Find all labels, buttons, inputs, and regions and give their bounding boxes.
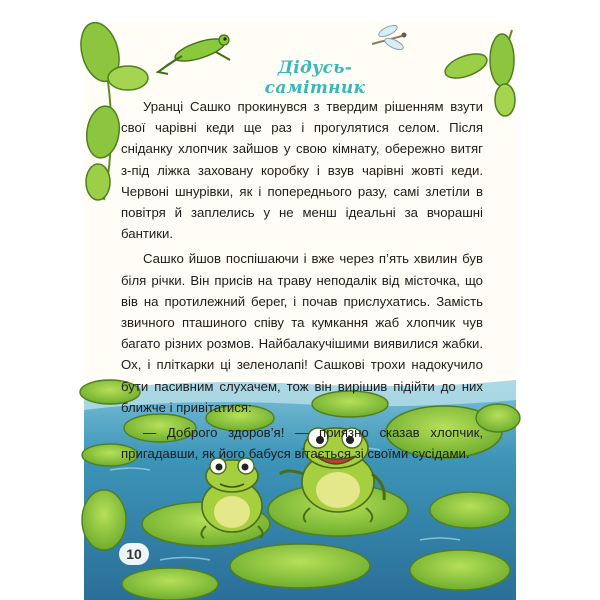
page-number: 10 [119, 543, 149, 565]
chapter-title: Дідусь-самітник [264, 58, 366, 98]
dragonfly-icon [372, 23, 407, 52]
paragraph: Сашко йшов поспішаючи і вже через п’ять хвилин був біля річки. Він присів на траву неподалік від місточка, що вів на протилежний берег, і почав прислухатись. Замість звичного пташиного співу та кумкання жаб хлопчик чув багато різних розмов. Найбалакучішими виявилися жабки. Ох, і пліткарки ці зеленолапі! Сашкові трохи надокучило бути пасивним слухачем, тож він вирішив підійти до них ближче і привітатися: [121, 251, 483, 415]
leaping-frog-icon [158, 34, 230, 74]
paragraph: Уранці Сашко прокинувся з твердим рішенням взути свої чарівні кеди ще раз і прогулятися селом. Після сніданку хлопчик зайшов у свою кімнату, обережно витяг з-під ліжка заховану коробку і взув чарівні жовті кеди. Червоні шнурівки, як і попереднього разу, самі злетіли в повітря й заплелись у не менш ідеальні за вчорашні бантики. [121, 99, 483, 242]
story-text [121, 96, 483, 468]
paragraph: — Доброго здоров’я! — приязно сказав хлопчик, пригадавши, як його бабуся вітається зі своїми сусідами. [121, 425, 483, 462]
